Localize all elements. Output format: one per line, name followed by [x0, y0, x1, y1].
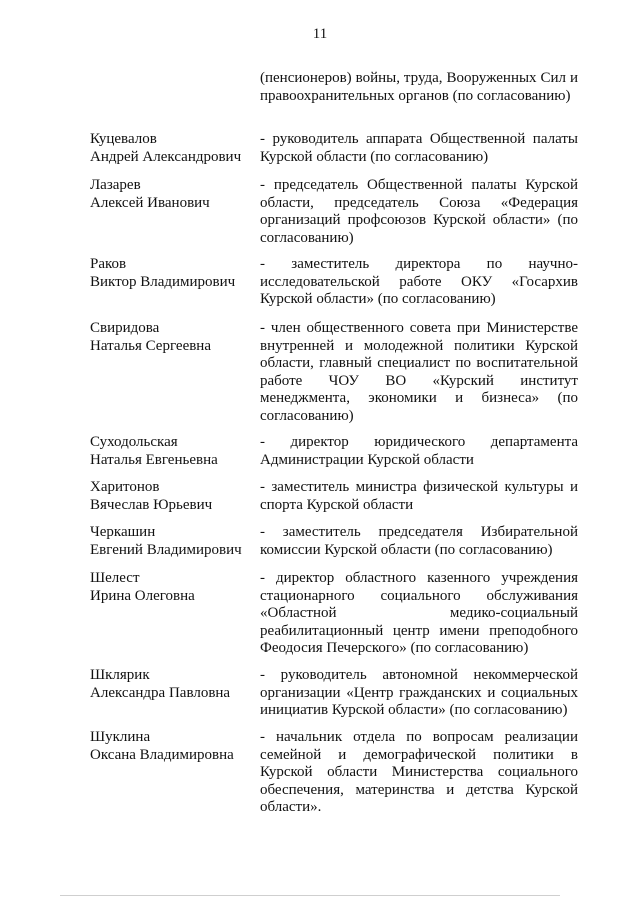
member-surname: Раков: [90, 256, 127, 272]
member-surname: Свиридова: [90, 320, 160, 336]
member-role: - директор юридического департамента Администрации Курской области: [260, 434, 578, 468]
member-role: - заместитель министра физической культуры и спорта Курской области: [260, 479, 578, 513]
member-surname: Шклярик: [90, 667, 150, 683]
member-name: [90, 434, 255, 469]
member-surname: Шуклина: [90, 729, 151, 745]
member-given-name: Вячеслав Юрьевич: [90, 496, 213, 513]
member-surname: Черкашин: [90, 524, 156, 540]
member-given-name: Наталья Сергеевна: [90, 337, 211, 354]
member-name: [90, 667, 255, 702]
member-name: [90, 320, 255, 355]
member-given-name: Александра Павловна: [90, 684, 231, 701]
member-name: [90, 570, 255, 605]
member-surname: Лазарев: [90, 177, 141, 193]
member-role: - заместитель председателя Избирательной комиссии Курской области (по согласованию): [260, 524, 578, 558]
member-given-name: Оксана Владимировна: [90, 746, 234, 763]
member-role: - председатель Общественной палаты Курской области, председатель Союза «Федерация организаций профсоюзов Курской области» (по согласованию): [260, 177, 578, 246]
member-given-name: Андрей Александрович: [90, 148, 242, 165]
member-given-name: Наталья Евгеньевна: [90, 451, 218, 468]
page-bottom-rule: [60, 895, 560, 896]
member-name: [90, 177, 255, 212]
member-surname: Куцевалов: [90, 131, 157, 147]
member-name: [90, 256, 255, 291]
intro-continuation-text: (пенсионеров) войны, труда, Вооруженных Сил и правоохранительных органов (по согласованию): [260, 70, 578, 104]
member-role: - начальник отдела по вопросам реализации семейной и демографической политики в Курской области Министерства социального обеспечения, материнства и детства Курской области».: [260, 729, 578, 815]
member-role: - член общественного совета при Министерстве внутренней и молодежной политики Курской области, главный специалист по воспитательной работе ЧОУ ВО «Курский институт менеджмента, экономики и бизнеса» (по согласованию): [260, 320, 578, 424]
member-given-name: Евгений Владимирович: [90, 541, 242, 558]
member-surname: Харитонов: [90, 479, 160, 495]
member-name: [90, 524, 255, 559]
member-given-name: Алексей Иванович: [90, 194, 210, 211]
member-role: - директор областного казенного учреждения стационарного социального обслуживания «Областной медико-социальный реабилитационный центр имени преподобного Феодосия Печерского» (по согласованию): [260, 570, 578, 656]
member-given-name: Виктор Владимирович: [90, 273, 236, 290]
page-number: 11: [312, 26, 328, 42]
member-role: - руководитель автономной некоммерческой организации «Центр гражданских и социальных инициатив Курской области» (по согласованию): [260, 667, 578, 718]
member-name: [90, 729, 255, 764]
member-role: - руководитель аппарата Общественной палаты Курской области (по согласованию): [260, 131, 578, 165]
member-given-name: Ирина Олеговна: [90, 587, 195, 604]
member-surname: Суходольская: [90, 434, 178, 450]
member-name: [90, 131, 255, 166]
member-surname: Шелест: [90, 570, 140, 586]
member-role: - заместитель директора по научно-исследовательской работе ОКУ «Госархив Курской области» (по согласованию): [260, 256, 578, 307]
member-name: [90, 479, 255, 514]
